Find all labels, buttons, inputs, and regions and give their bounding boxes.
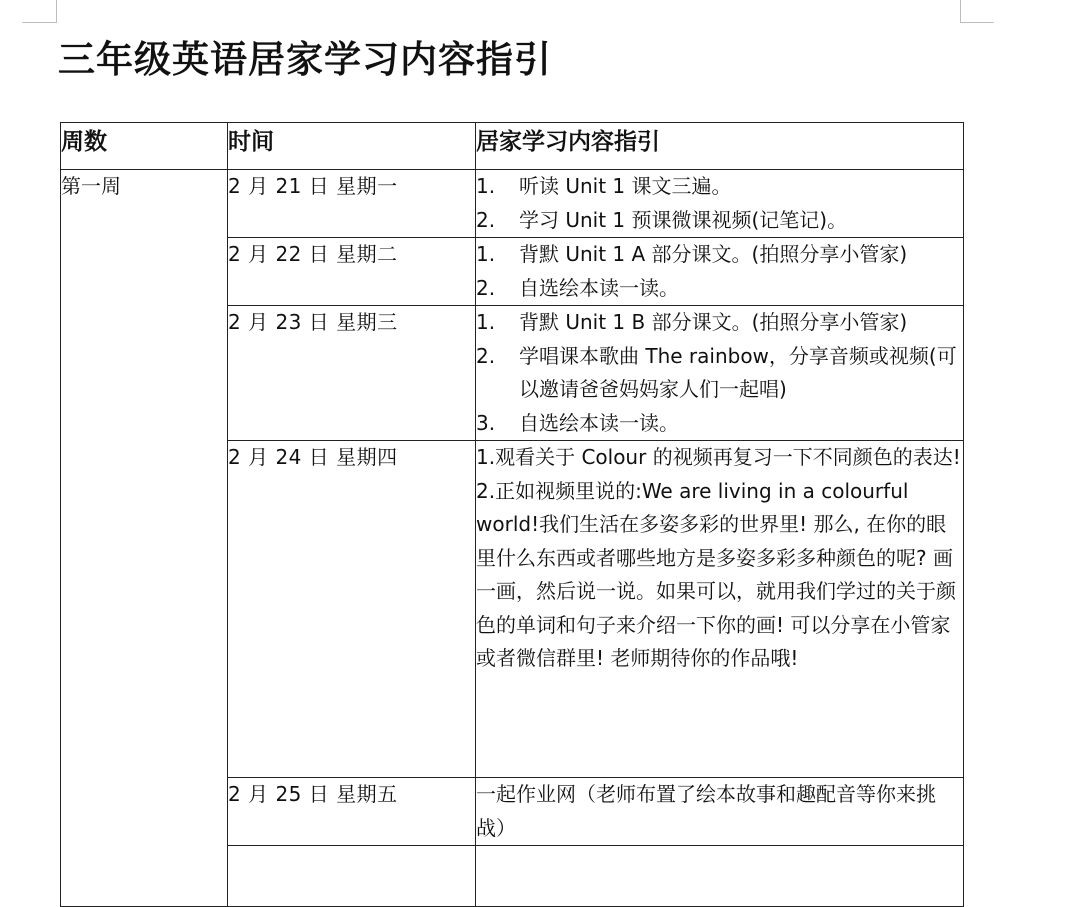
week-label: 第一周 (61, 170, 228, 907)
content-cell (476, 306, 964, 441)
content-paragraph: 一起作业网（老师布置了绘本故事和趣配音等你来挑战） (476, 782, 936, 840)
empty-cell (228, 846, 476, 907)
crop-mark-left-vertical (56, 0, 57, 22)
item-list (476, 170, 963, 237)
item-text: 学唱课本歌曲 The rainbow，分享音频或视频(可以邀请爸爸妈妈家人们一起唱) (519, 343, 957, 401)
content-paragraph: 2.正如视频里说的:We are living in a colourful world!我们生活在多姿多彩的世界里! 那么, 在你的眼里什么东西或者哪些地方是多姿多彩多种颜色的呢? 画一画，然后说一说。如果可以，就用我们学过的关于颜色的单词和句子来介绍一下你的画! 可以分享在小管家或者微信群里! 老师期待你的作品哦! (476, 478, 956, 670)
item-number: 1. (476, 310, 496, 334)
date-cell: 2 月 24 日 星期四 (228, 441, 476, 778)
date-cell: 2 月 21 日 星期一 (228, 170, 476, 238)
item-number: 2. (476, 343, 496, 368)
list-item (476, 204, 963, 238)
list-item (476, 170, 963, 204)
list-item (476, 407, 963, 441)
item-text: 背默 Unit 1 A 部分课文。(拍照分享小管家) (519, 242, 908, 266)
item-text: 自选绘本读一读。 (519, 410, 679, 435)
table-header-row (61, 123, 964, 170)
item-text: 自选绘本读一读。 (519, 275, 679, 300)
item-number: 1. (476, 242, 496, 266)
list-item (476, 238, 963, 272)
content-cell (476, 170, 964, 238)
crop-mark-left-horizontal (22, 22, 57, 23)
content-cell (476, 238, 964, 306)
list-item (476, 340, 963, 407)
item-number: 1. (476, 174, 496, 198)
item-number: 2. (476, 275, 496, 300)
date-cell: 2 月 22 日 星期二 (228, 238, 476, 306)
crop-mark-right-vertical (960, 0, 961, 22)
item-number: 3. (476, 410, 496, 435)
header-date: 时间 (228, 123, 476, 170)
content-cell (476, 441, 964, 778)
item-list (476, 238, 963, 305)
date-cell: 2 月 23 日 星期三 (228, 306, 476, 441)
empty-cell (476, 846, 964, 907)
item-text: 听读 Unit 1 课文三遍。 (519, 174, 732, 198)
item-number: 2. (476, 207, 496, 232)
header-week: 周数 (61, 123, 228, 170)
item-text: 背默 Unit 1 B 部分课文。(拍照分享小管家) (519, 310, 908, 334)
item-list (476, 306, 963, 440)
list-item (476, 306, 963, 340)
content-paragraph: 1.观看关于 Colour 的视频再复习一下不同颜色的表达! (476, 445, 961, 469)
header-content: 居家学习内容指引 (476, 123, 964, 170)
content-cell (476, 778, 964, 846)
item-text: 学习 Unit 1 预课微课视频(记笔记)。 (519, 207, 848, 232)
study-schedule-table (60, 122, 964, 907)
table-row (61, 170, 964, 238)
crop-mark-right-horizontal (960, 22, 994, 23)
document-title: 三年级英语居家学习内容指引 (58, 38, 552, 81)
list-item (476, 272, 963, 306)
date-cell: 2 月 25 日 星期五 (228, 778, 476, 846)
